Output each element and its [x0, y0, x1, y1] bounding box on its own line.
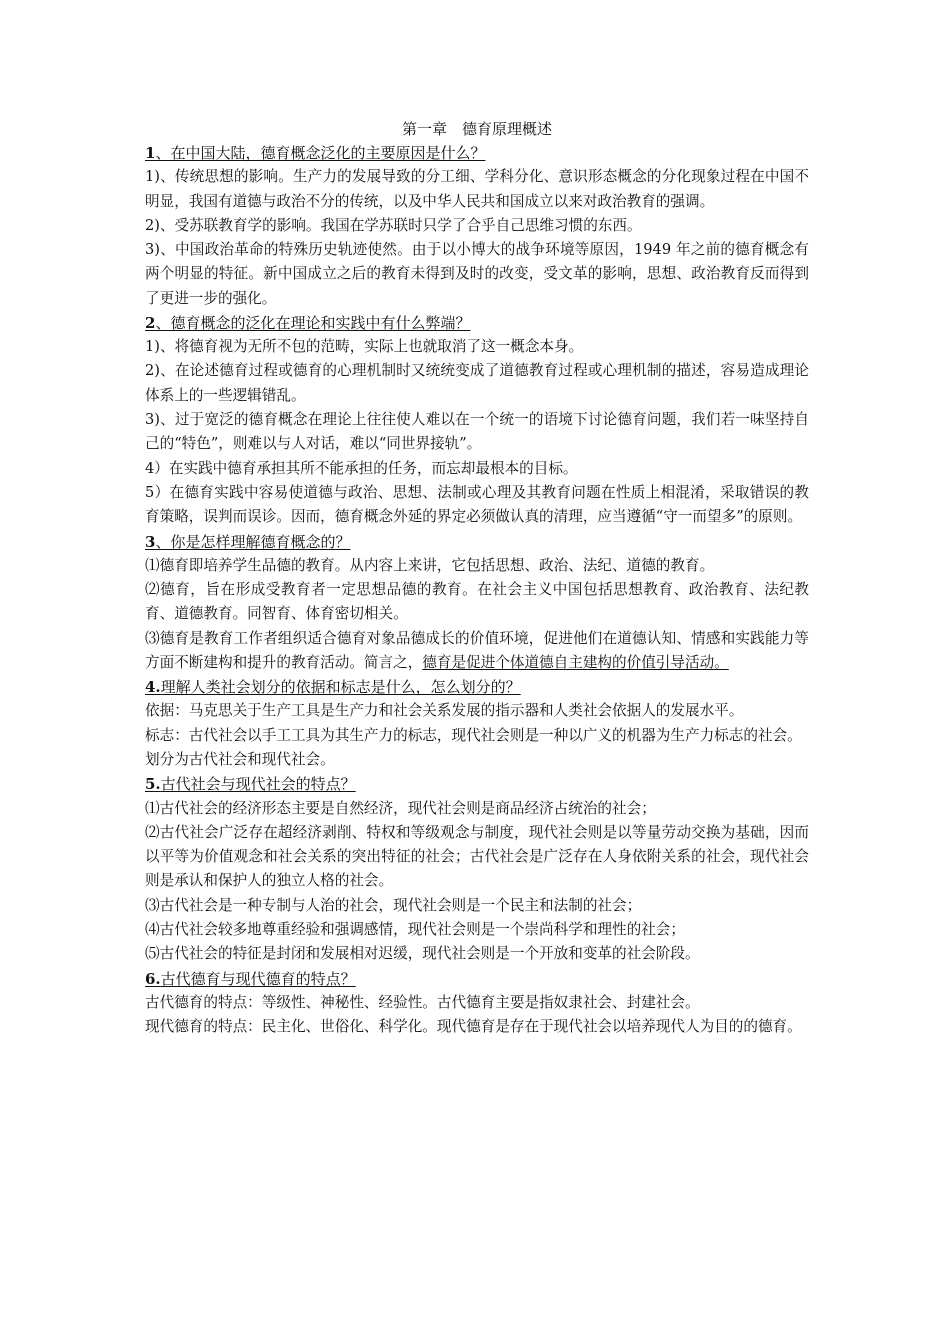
answer-paragraph: 2)、在论述德育过程或德育的心理机制时又统统变成了道德教育过程或心理机制的描述，容易造成理论体系上的一些逻辑错乱。: [145, 362, 809, 404]
question-number: 5.: [145, 775, 161, 794]
question-number: 4.: [145, 678, 161, 697]
question-text: 、德育概念的泛化在理论和实践中有什么弊端？: [155, 313, 471, 332]
answer-paragraph: 1)、传统思想的影响。生产力的发展导致的分工细、学科分化、意识形态概念的分化现象过程在中国不明显，我国有道德与政治不分的传统，以及中华人民共和国成立以来对政治教育的强调。: [145, 168, 809, 210]
question-number: 1: [145, 144, 156, 162]
question-text: 、你是怎样理解德育概念的？: [155, 532, 351, 551]
question-text: 、在中国大陆，德育概念泛化的主要原因是什么？: [155, 144, 486, 162]
answer-paragraph: 现代德育的特点：民主化、世俗化、科学化。现代德育是存在于现代社会以培养现代人为目的的德育。: [145, 1018, 802, 1036]
answer-paragraph: ⑵德育，旨在形成受教育者一定思想品德的教育。在社会主义中国包括思想教育、政治教育、法纪教育、道德教育。同智育、体育密切相关。: [145, 581, 809, 623]
answer-paragraph: ⑴德育即培养学生品德的教育。从内容上来讲，它包括思想、政治、法纪、道德的教育。: [145, 556, 715, 574]
question-heading: [145, 530, 809, 554]
answer-paragraph: ⑶古代社会是一种专制与人治的社会，现代社会则是一个民主和法制的社会；: [145, 896, 642, 914]
question-heading: [145, 141, 809, 165]
document-page: [145, 117, 809, 1039]
answer-paragraph: [145, 627, 809, 676]
answer-paragraph: 2)、受苏联教育学的影响。我国在学苏联时只学了合乎自己思维习惯的东西。: [145, 216, 642, 234]
question-number: 6.: [145, 969, 161, 988]
answer-paragraph: 1)、将德育视为无所不包的范畴，实际上也就取消了这一概念本身。: [145, 338, 584, 356]
answer-paragraph: 古代德育的特点：等级性、神秘性、经验性。古代德育主要是指奴隶社会、封建社会。: [145, 993, 700, 1011]
answer-paragraph: ⑸古代社会的特征是封闭和发展相对迟缓，现代社会则是一个开放和变革的社会阶段。: [145, 945, 700, 963]
answer-paragraph: 依据：马克思关于生产工具是生产力和社会关系发展的指示器和人类社会依据人的发展水平。: [145, 702, 744, 720]
question-number: 2: [145, 313, 156, 332]
answer-paragraph: 3)、过于宽泛的德育概念在理论上往往使人难以在一个统一的语境下讨论德育问题，我们若一味坚持自己的“特色”，则难以与人对话，难以“同世界接轨”。: [145, 411, 809, 453]
underlined-summary: 德育是促进个体道德自主建构的价值引导活动。: [422, 653, 729, 671]
answer-text: ⑶德育是教育工作者组织适合德育对象品德成长的价值环境，促进他们在道德认知、情感和实践能力等方面不断建构和提升的教育活动。简言之，: [145, 629, 809, 671]
answer-paragraph: ⑷古代社会较多地尊重经验和强调感情，现代社会则是一个崇尚科学和理性的社会；: [145, 921, 685, 939]
answer-paragraph: 划分为古代社会和现代社会。: [145, 751, 335, 769]
question-number: 3: [145, 532, 156, 551]
answer-paragraph: 3)、中国政治革命的特殊历史轨迹使然。由于以小博大的战争环境等原因，1949 年之前的德育概念有两个明显的特征。新中国成立之后的教育未得到及时的改变，受文革的影响，思想、政治教育反而得到了更进一步的强化。: [145, 241, 809, 307]
answer-paragraph: 5）在德育实践中容易使道德与政治、思想、法制或心理及其教育问题在性质上相混淆，采取错误的教育策略，误判而误诊。因而，德育概念外延的界定必须做认真的清理，应当遵循“守一而望多”的原则。: [145, 483, 809, 526]
question-text: 古代德育与现代德育的特点？: [160, 969, 356, 988]
answer-paragraph: ⑵古代社会广泛存在超经济剥削、特权和等级观念与制度，现代社会则是以等量劳动交换为基础，因而以平等为价值观念和社会关系的突出特征的社会；古代社会是广泛存在人身依附关系的社会，现代社会则是承认和保护人的独立人格的社会。: [145, 823, 809, 890]
chapter-title: 第一章 德育原理概述: [401, 120, 552, 138]
answer-paragraph: 4）在实践中德育承担其所不能承担的任务，而忘却最根本的目标。: [145, 459, 578, 477]
question-text: 理解人类社会划分的依据和标志是什么，怎么划分的？: [160, 678, 521, 697]
question-heading: [145, 967, 809, 991]
question-heading: [145, 772, 809, 796]
answer-paragraph: ⑴古代社会的经济形态主要是自然经济，现代社会则是商品经济占统治的社会；: [145, 799, 656, 817]
question-heading: [145, 675, 809, 699]
answer-paragraph: 标志：古代社会以手工工具为其生产力的标志，现代社会则是一种以广义的机器为生产力标志的社会。: [145, 726, 802, 744]
question-text: 古代社会与现代社会的特点？: [160, 775, 356, 794]
question-heading: [145, 311, 809, 335]
